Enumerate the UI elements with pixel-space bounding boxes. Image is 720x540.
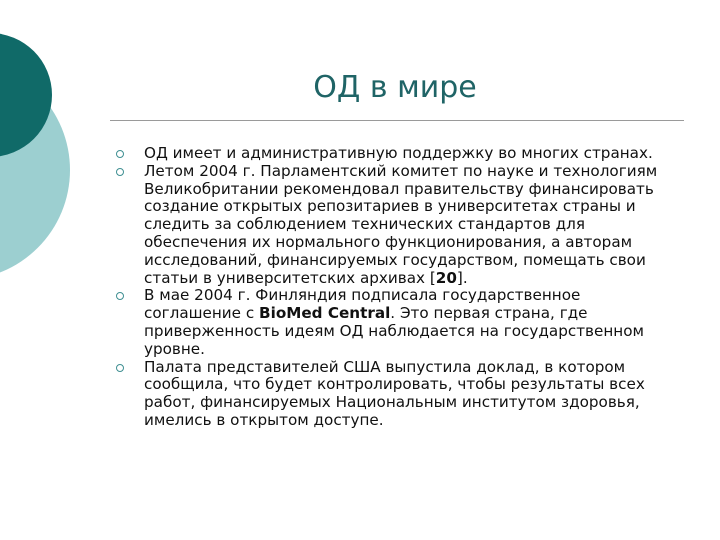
bullet-text: Летом 2004 г. Парламентский комитет по науке и технологиям Великобритании рекомендовал правительству финансировать создание открытых репозитариев в университетах страны и следить за соблюдением технических стандартов для обеспечения их нормального функционирования, а авторам исследований, финансируемых государством, помещать свои статьи в университетских архивах [ [144, 161, 658, 287]
bullet-item [114, 163, 674, 288]
organization-name: BioMed Central [259, 304, 391, 323]
title-divider [110, 120, 684, 121]
circle-bullet-icon [116, 364, 124, 372]
bullet-text: В мае 2004 г. Финляндия подписала государственное соглашение с [144, 286, 581, 323]
circle-bullet-icon [116, 292, 124, 300]
bullet-text: Палата представителей США выпустила доклад, в котором сообщила, что будет контролировать, чтобы результаты всех работ, финансируемых Национальным институтом здоровья, имелись в открытом доступе. [144, 357, 645, 429]
circle-bullet-icon [116, 150, 124, 158]
decorative-circles [0, 0, 100, 300]
bullet-list [114, 145, 674, 430]
bullet-item [114, 359, 674, 430]
circle-bullet-icon [116, 168, 124, 176]
bullet-item [114, 145, 674, 163]
bullet-text: ОД имеет и административную поддержку во многих странах. [144, 144, 653, 162]
bullet-text-end: . Это первая страна, где приверженность идеям ОД наблюдается на государственном уровне. [144, 304, 644, 358]
bullet-item [114, 287, 674, 358]
citation-number: 20 [435, 268, 457, 287]
slide-title: ОД в мире [313, 70, 477, 105]
bullet-text-end: ]. [456, 268, 468, 287]
